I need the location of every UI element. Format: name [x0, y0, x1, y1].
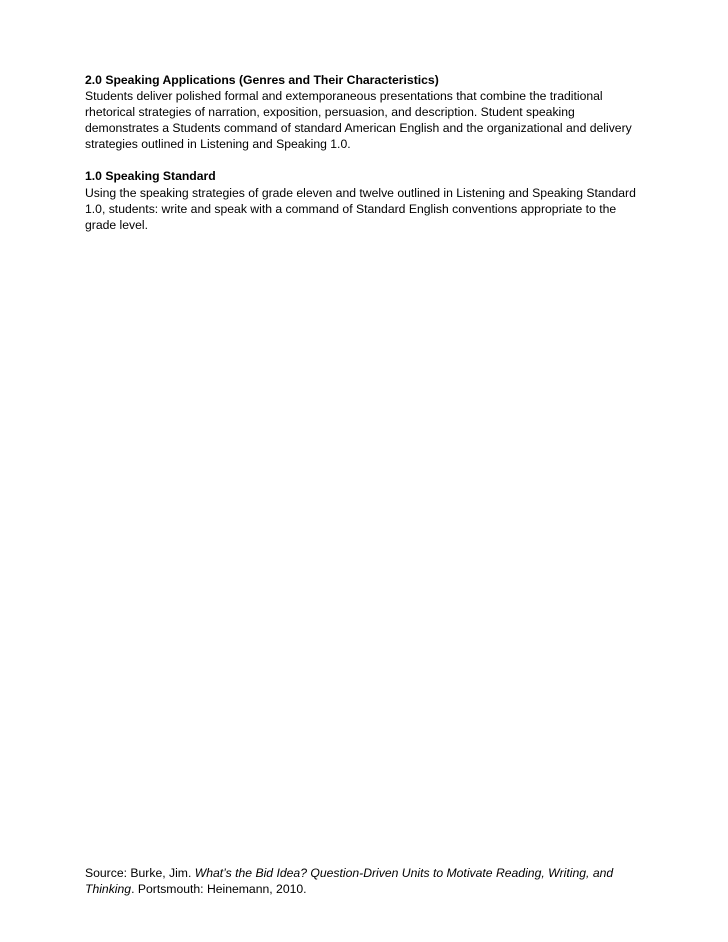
document-body [85, 72, 645, 249]
section-heading: 1.0 Speaking Standard [85, 169, 216, 184]
section-paragraph: Using the speaking strategies of grade eleven and twelve outlined in Listening and Speaking Standard 1.0, students: write and speak with a command of Standard English conventions appropriate to the grade level. [85, 185, 636, 232]
source-suffix: . Portsmouth: Heinemann, 2010. [131, 882, 307, 897]
section-speaking-applications [85, 72, 645, 152]
source-citation [85, 865, 645, 897]
section-heading: 2.0 Speaking Applications (Genres and Their Characteristics) [85, 73, 439, 87]
section-paragraph: Students deliver polished formal and extemporaneous presentations that combine the traditional rhetorical strategies of narration, exposition, persuasion, and description. Student speaking demonstrates a Students command of standard American English and the organizational and delivery strategies outlined in Listening and Speaking 1.0. [85, 89, 632, 152]
source-title: What’s the Bid Idea? Question-Driven Units to Motivate Reading, Writing, and Thinking [85, 866, 614, 897]
section-speaking-standard [85, 168, 645, 232]
source-prefix: Source: Burke, Jim. [85, 866, 195, 880]
